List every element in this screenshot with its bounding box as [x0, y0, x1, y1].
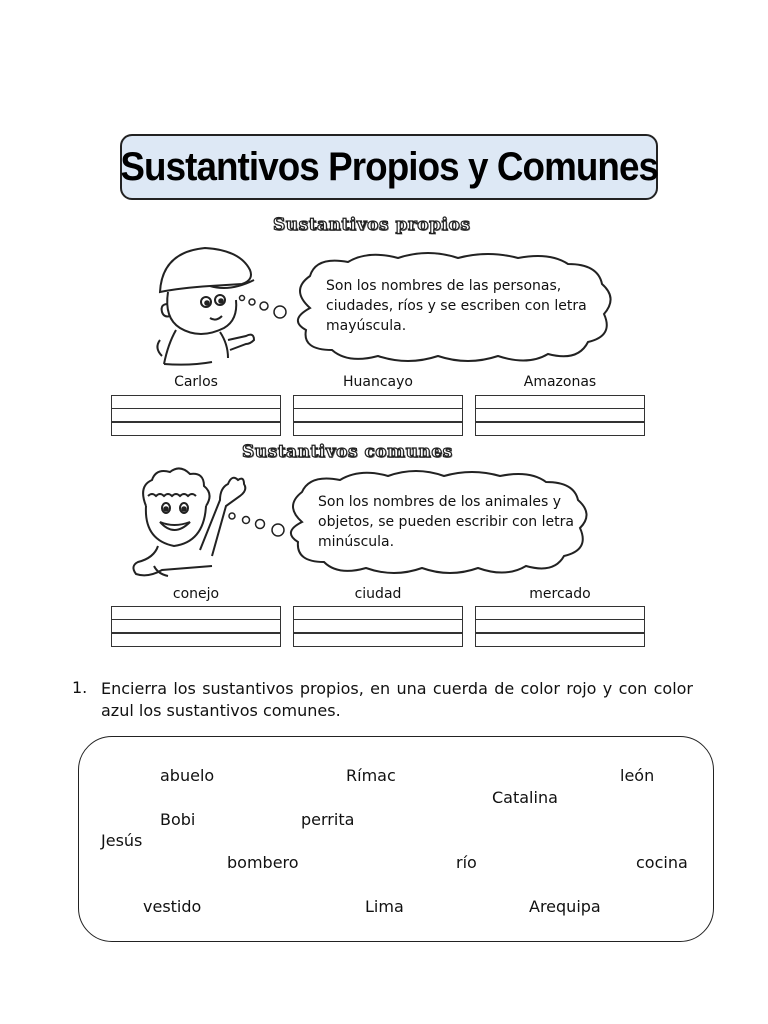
- example-label-5: ciudad: [354, 586, 402, 602]
- example-label-4: conejo: [172, 586, 220, 602]
- exercise-instruction: Encierra los sustantivos propios, en una cuerda de color rojo y con color azul los sustantivos comunes.: [101, 679, 693, 720]
- word-item[interactable]: perrita: [301, 810, 355, 829]
- bubble-text-proper: Son los nombres de las personas, ciudades, ríos y se escriben con letra mayúscula.: [326, 278, 587, 334]
- page-title: Sustantivos Propios y Comunes: [120, 144, 658, 189]
- word-item[interactable]: Catalina: [492, 788, 558, 807]
- word-item[interactable]: Lima: [365, 897, 404, 916]
- writing-lines-1[interactable]: [111, 395, 281, 436]
- word-item[interactable]: vestido: [143, 897, 202, 916]
- word-item[interactable]: Jesús: [101, 831, 143, 850]
- word-item[interactable]: río: [456, 853, 477, 872]
- writing-lines-4[interactable]: [111, 606, 281, 647]
- example-label-2: Huancayo: [343, 374, 413, 390]
- word-item[interactable]: Arequipa: [529, 897, 601, 916]
- word-item[interactable]: abuelo: [160, 766, 215, 785]
- waving-boy-illustration: [128, 466, 288, 582]
- exercise-number: 1.: [72, 678, 88, 697]
- title-banner: [120, 134, 658, 200]
- word-item[interactable]: bombero: [227, 853, 299, 872]
- section-heading-proper: Sustantivos propios: [273, 215, 471, 235]
- writing-lines-2[interactable]: [293, 395, 463, 436]
- writing-lines-5[interactable]: [293, 606, 463, 647]
- bubble-text-common: Son los nombres de los animales y objetos, se pueden escribir con letra minúscula.: [318, 494, 574, 550]
- boy-with-cap-illustration: [150, 240, 290, 370]
- writing-lines-6[interactable]: [475, 606, 645, 647]
- word-item[interactable]: cocina: [636, 853, 688, 872]
- example-label-6: mercado: [529, 586, 591, 602]
- word-item[interactable]: león: [620, 766, 655, 785]
- section-heading-common: Sustantivos comunes: [242, 442, 453, 462]
- word-item[interactable]: Bobi: [160, 810, 196, 829]
- example-label-3: Amazonas: [523, 374, 597, 390]
- writing-lines-3[interactable]: [475, 395, 645, 436]
- word-item[interactable]: Rímac: [346, 766, 396, 785]
- example-label-1: Carlos: [174, 374, 218, 390]
